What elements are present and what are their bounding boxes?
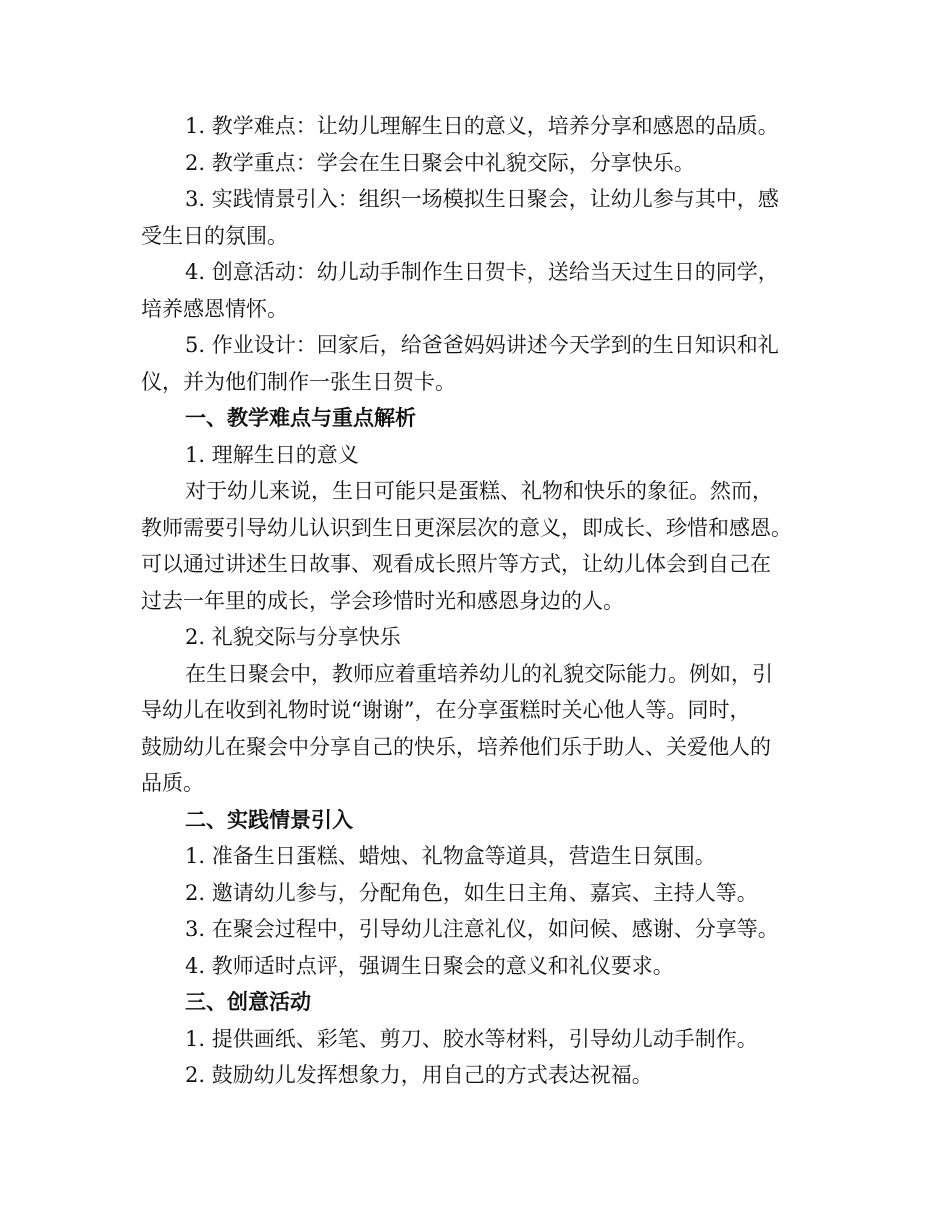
text-line: 1. 教学难点：让幼儿理解生日的意义，培养分享和感恩的品质。	[185, 114, 779, 138]
list-item: 2. 鼓励幼儿发挥想象力，用自己的方式表达祝福。	[185, 1063, 653, 1087]
text-line: 教师需要引导幼儿认识到生日更深层次的意义，即成长、珍惜和感恩。	[141, 515, 792, 540]
text-line: 培养感恩情怀。	[141, 296, 288, 321]
text-line: 2. 教学重点：学会在生日聚会中礼貌交际，分享快乐。	[185, 150, 695, 175]
text-line: 仪，并为他们制作一张生日贺卡。	[141, 369, 456, 394]
list-item: 3. 在聚会过程中，引导幼儿注意礼仪，如问候、感谢、分享等。	[185, 917, 779, 941]
text-line: 品质。	[141, 771, 204, 795]
list-item: 1. 准备生日蛋糕、蜡烛、礼物盒等道具，营造生日氛围。	[185, 844, 716, 868]
document-page	[141, 108, 811, 1094]
subsection-title: 1. 理解生日的意义	[185, 442, 359, 467]
text-line: 导幼儿在收到礼物时说“谢谢”，在分享蛋糕时关心他人等。同时，	[141, 698, 751, 722]
text-line: 可以通过讲述生日故事、观看成长照片等方式，让幼儿体会到自己在	[141, 552, 771, 576]
section-heading: 一、教学难点与重点解析	[185, 406, 416, 430]
section-heading: 三、创意活动	[185, 990, 311, 1014]
list-item: 2. 邀请幼儿参与，分配角色，如生日主角、嘉宾、主持人等。	[185, 880, 758, 905]
text-line: 过去一年里的成长，学会珍惜时光和感恩身边的人。	[141, 588, 624, 613]
list-item: 1. 提供画纸、彩笔、剪刀、胶水等材料，引导幼儿动手制作。	[185, 1026, 758, 1051]
text-line: 3. 实践情景引入：组织一场模拟生日聚会，让幼儿参与其中，感	[185, 187, 779, 211]
subsection-title: 2. 礼貌交际与分享快乐	[185, 625, 401, 649]
section-heading: 二、实践情景引入	[185, 807, 353, 832]
text-line: 在生日聚会中，教师应着重培养幼儿的礼貌交际能力。例如，引	[185, 661, 773, 686]
list-item: 4. 教师适时点评，强调生日聚会的意义和礼仪要求。	[185, 953, 674, 978]
text-line: 鼓励幼儿在聚会中分享自己的快乐，培养他们乐于助人、关爱他人的	[141, 734, 771, 759]
text-line: 5. 作业设计：回家后，给爸爸妈妈讲述今天学到的生日知识和礼	[185, 333, 779, 357]
text-line: 4. 创意活动：幼儿动手制作生日贺卡，送给当天过生日的同学，	[185, 260, 779, 284]
text-line: 受生日的氛围。	[141, 223, 288, 248]
text-line: 对于幼儿来说，生日可能只是蛋糕、礼物和快乐的象征。然而，	[185, 479, 773, 503]
